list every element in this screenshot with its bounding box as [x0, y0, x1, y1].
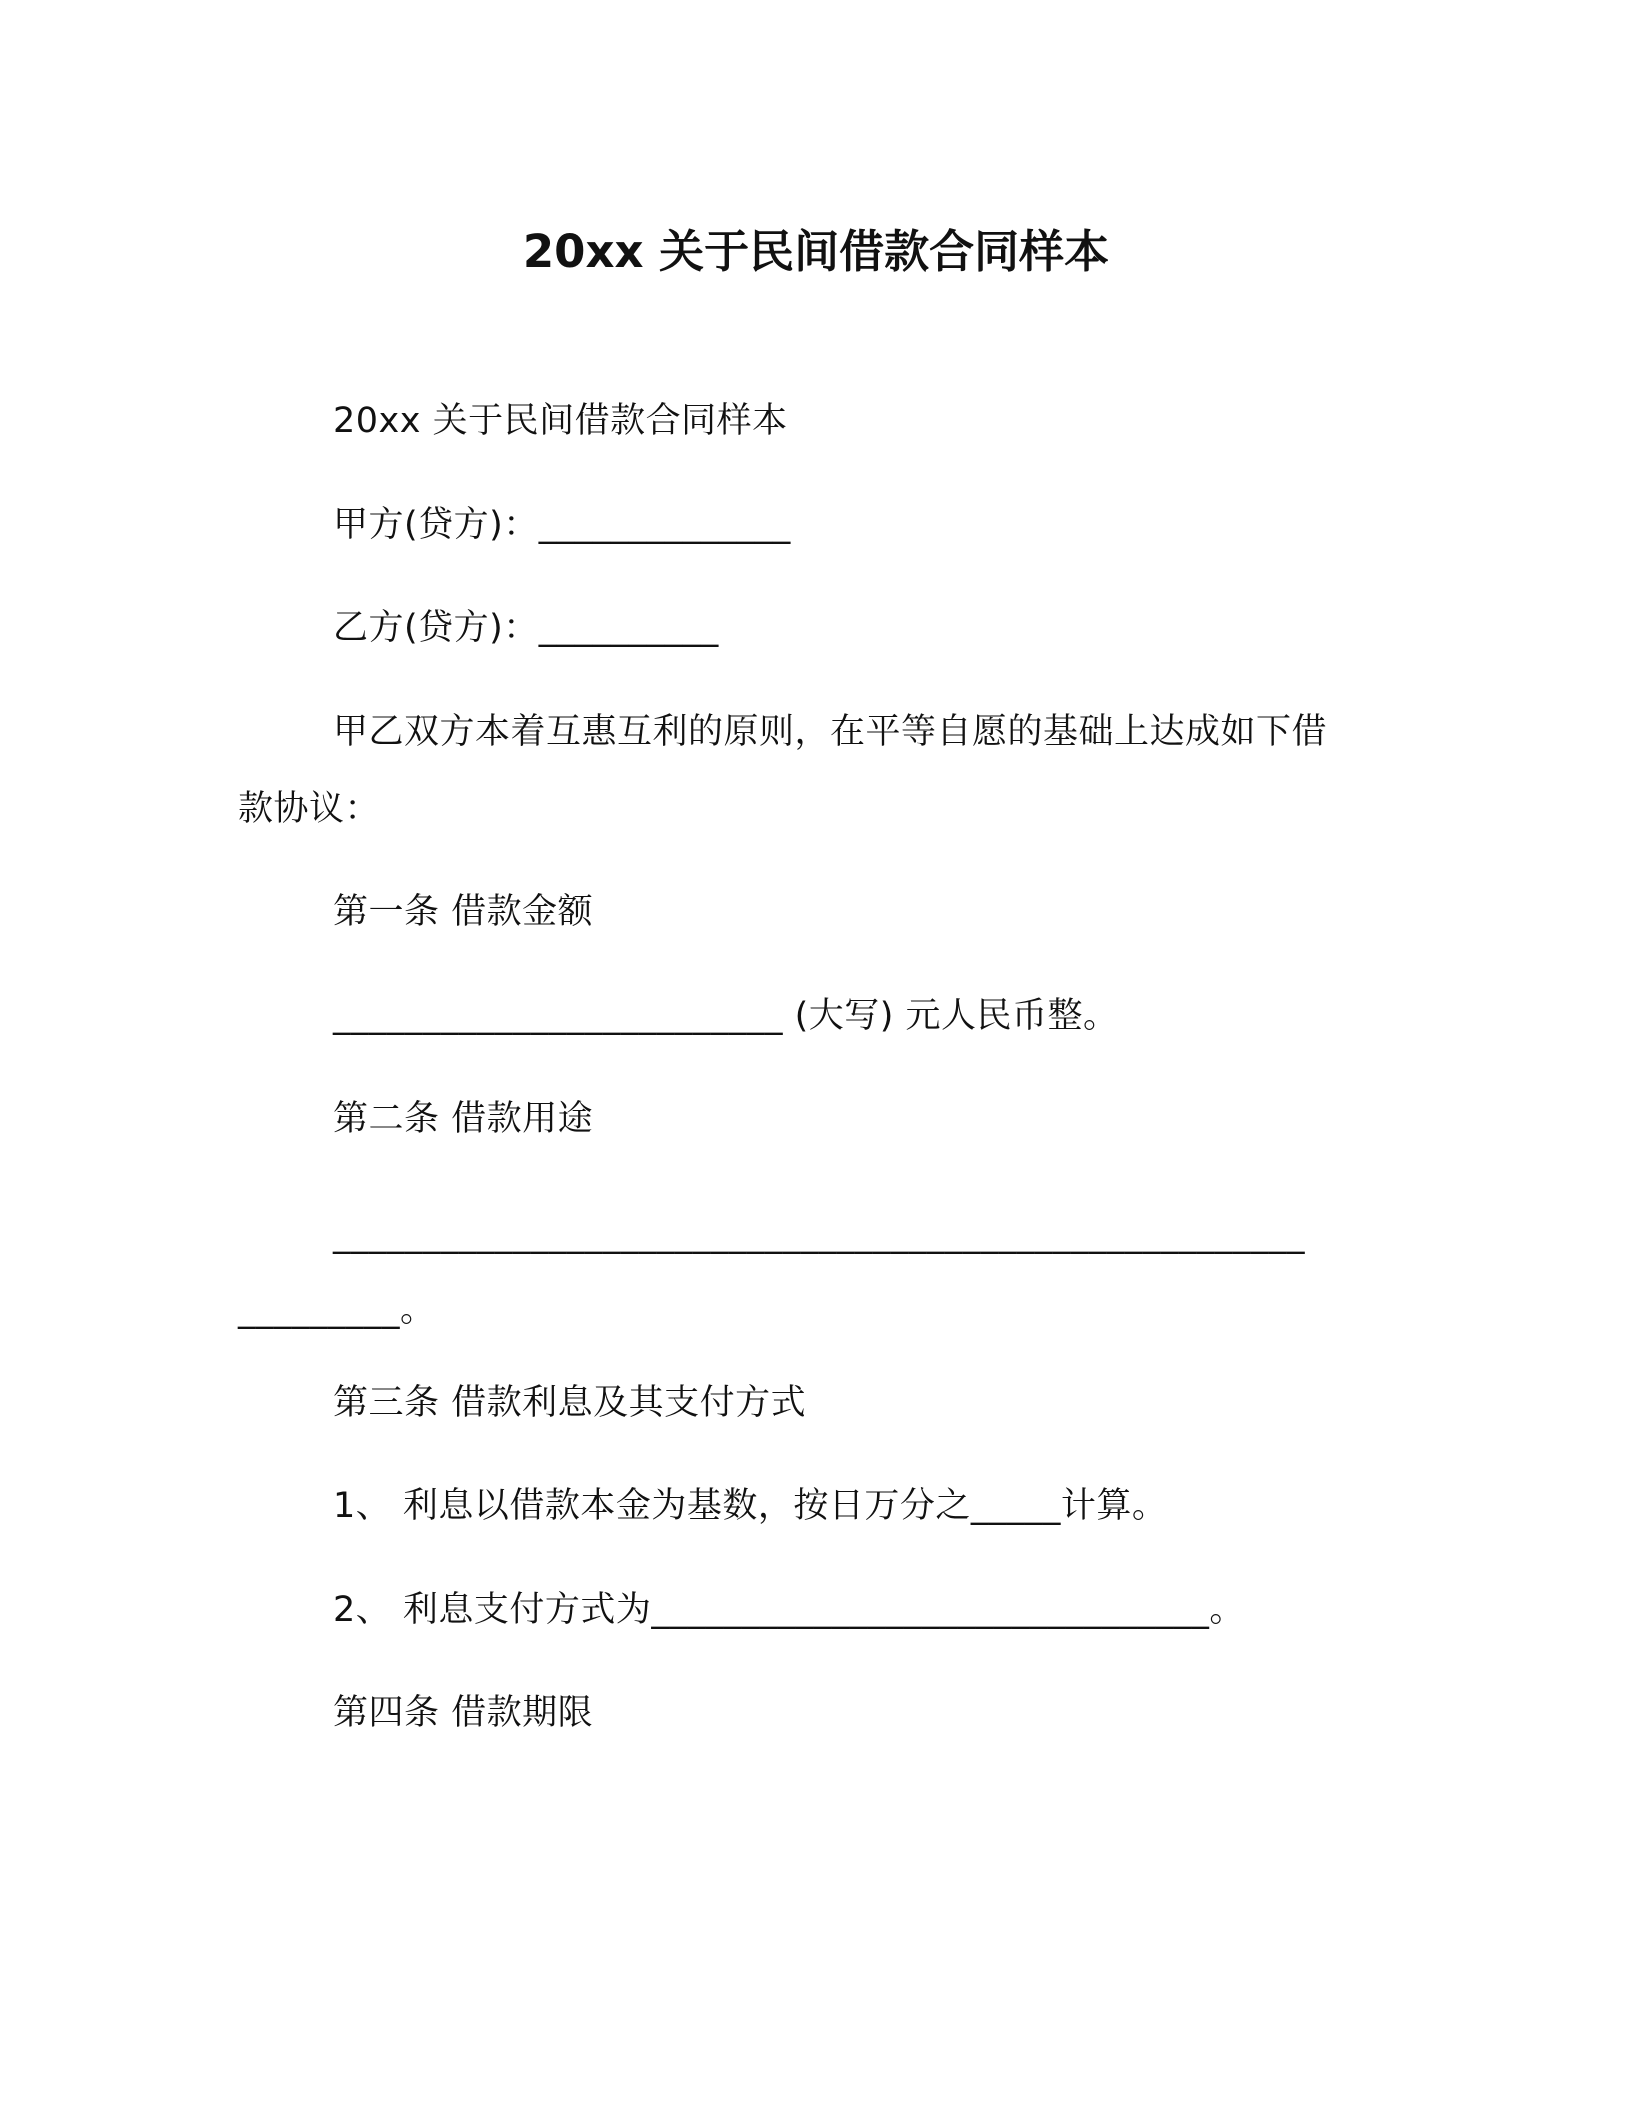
- intro-paragraph-line-1: 甲乙双方本着互惠互利的原则，在平等自愿的基础上达成如下借: [333, 712, 1328, 752]
- article-4-heading: 第四条 借款期限: [333, 1693, 594, 1733]
- party-a-line: 甲方(贷方)：______________: [333, 505, 791, 545]
- article-2-blank-line-2: _________。: [238, 1290, 436, 1330]
- document-title: 20xx 关于民间借款合同样本: [522, 225, 1110, 278]
- article-1-heading: 第一条 借款金额: [333, 892, 594, 932]
- subtitle-line: 20xx 关于民间借款合同样本: [333, 401, 788, 441]
- article-2-heading: 第二条 借款用途: [333, 1099, 594, 1139]
- article-1-amount-line: _________________________ (大写) 元人民币整。: [333, 996, 1119, 1036]
- party-b-line: 乙方(贷方)：__________: [333, 608, 719, 648]
- intro-paragraph-line-2: 款协议：: [238, 789, 381, 829]
- article-3-heading: 第三条 借款利息及其支付方式: [333, 1383, 807, 1423]
- article-3-item-2: 2、 利息支付方式为_______________________________。: [333, 1590, 1245, 1630]
- article-3-item-1: 1、 利息以借款本金为基数，按日万分之_____计算。: [333, 1486, 1168, 1526]
- article-2-blank-line-1: ______________________________________________________: [333, 1215, 1305, 1255]
